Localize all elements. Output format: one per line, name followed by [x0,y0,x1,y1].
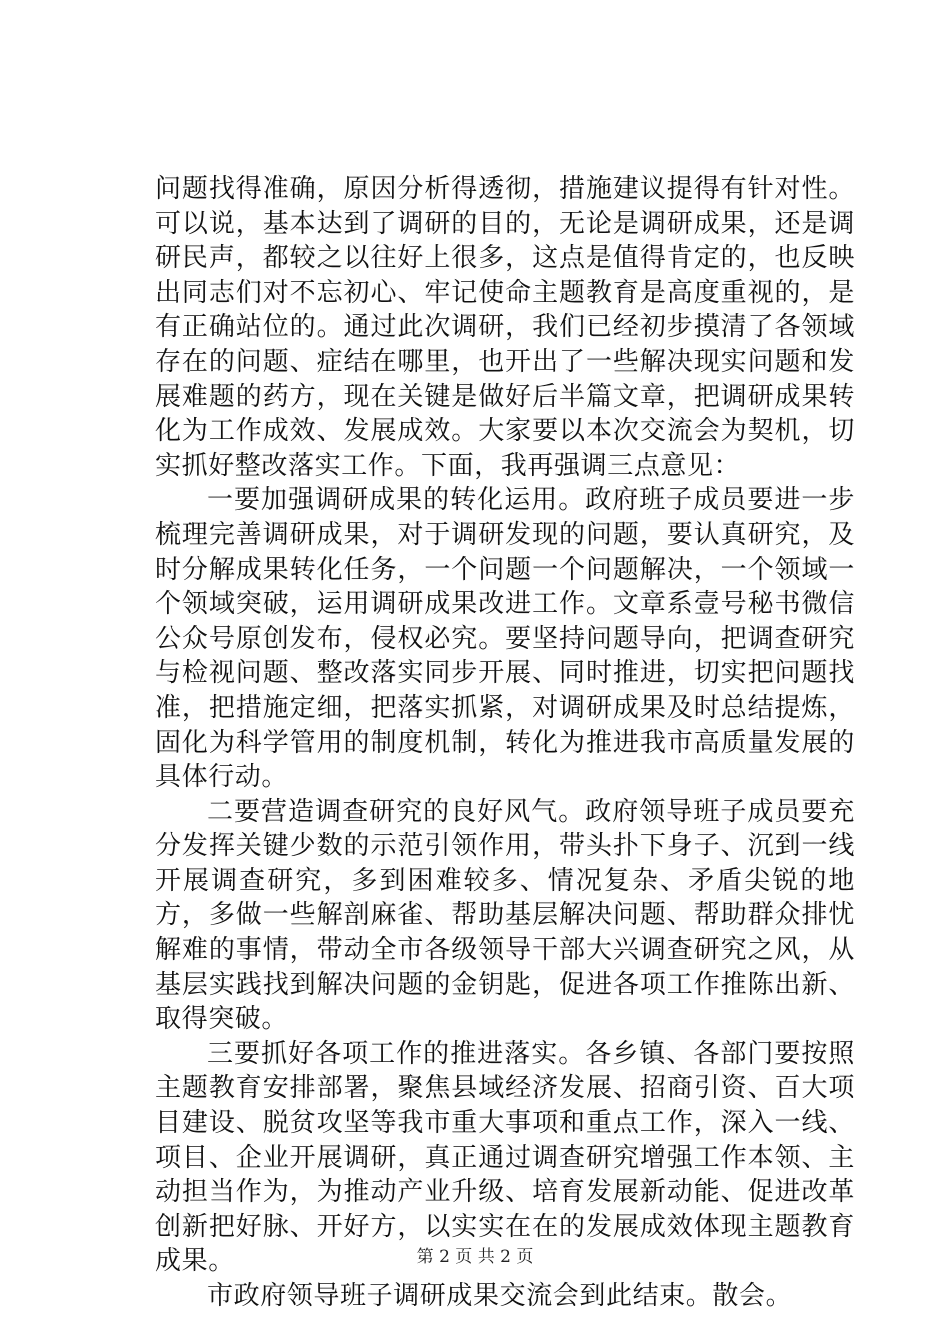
paragraph-point-one: 一要加强调研成果的转化运用。政府班子成员要进一步梳理完善调研成果，对于调研发现的问题，要认真研究，及时分解成果转化任务，一个问题一个问题解决，一个领域一个领域突破，运用调研成果改进工作。文章系壹号秘书微信公众号原创发布，侵权必究。要坚持问题导向，把调查研究与检视问题、整改落实同步开展、同时推进，切实把问题找准，把措施定细，把落实抓紧，对调研成果及时总结提炼，固化为科学管用的制度机制，转化为推进我市高质量发展的具体行动。 [155,485,855,793]
paragraph-closing: 市政府领导班子调研成果交流会到此结束。散会。 [207,1281,793,1311]
page-number-footer: 第 2 页 共 2 页 [416,1247,534,1267]
paragraph-point-three: 三要抓好各项工作的推进落实。各乡镇、各部门要按照主题教育安排部署，聚焦县域经济发展、招商引资、百大项目建设、脱贫攻坚等我市重大事项和重点工作，深入一线、项目、企业开展调研，真正通过调查研究增强工作本领、主动担当作为，为推动产业升级、培育发展新动能、促进改革创新把好脉、开好方，以实实在在的发展成效体现主题教育成果。 [155,1038,855,1277]
paragraph-continuation: 问题找得准确，原因分析得透彻，措施建议提得有针对性。可以说，基本达到了调研的目的，无论是调研成果，还是调研民声，都较之以往好上很多，这点是值得肯定的，也反映出同志们对不忘初心、牢记使命主题教育是高度重视的，是有正确站位的。通过此次调研，我们已经初步摸清了各领域存在的问题、症结在哪里，也开出了一些解决现实问题和发展难题的药方，现在关键是做好后半篇文章，把调研成果转化为工作成效、发展成效。大家要以本次交流会为契机，切实抓好整改落实工作。下面，我再强调三点意见： [155,174,855,481]
document-body [155,172,855,1314]
paragraph-point-two: 二要营造调查研究的良好风气。政府领导班子成员要充分发挥关键少数的示范引领作用，带头扑下身子、沉到一线开展调查研究，多到困难较多、情况复杂、矛盾尖锐的地方，多做一些解剖麻雀、帮助基层解决问题、帮助群众排忧解难的事情，带动全市各级领导干部大兴调查研究之风，从基层实践找到解决问题的金钥匙，促进各项工作推陈出新、取得突破。 [155,796,855,1035]
